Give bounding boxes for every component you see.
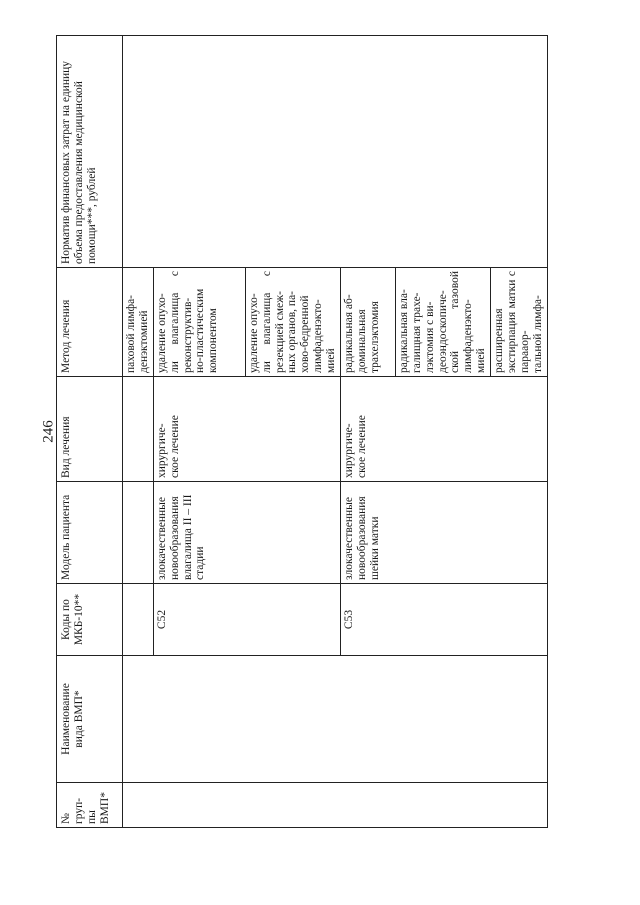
method-cell: удаление опухо- ли влагалища с реконструктив- но-пластическим компонентом <box>153 268 245 377</box>
type-cell: хирургиче- ское лечение <box>153 377 245 482</box>
model-cell: злокачественные новообразования влагалища II – III стадии <box>153 482 245 584</box>
code-cell <box>123 584 154 656</box>
type-cell <box>245 377 340 482</box>
method-cell: расширенная экстирпация матки с парааор- тальной лимфа- <box>491 268 548 377</box>
rotated-page-content <box>56 36 557 828</box>
type-cell: хирургиче- ское лечение <box>340 377 395 482</box>
type-cell <box>395 377 490 482</box>
group-cell <box>123 783 548 828</box>
method-cell: радикальная вла- галищная трахе- лэктомия с ви- деоэндоскопиче- ской тазовой лимфаденэкто- мией <box>395 268 490 377</box>
vmp-table <box>56 35 548 828</box>
method-cell: паховой лимфа- денэктомией <box>123 268 154 377</box>
header-norm: Норматив финансовых затрат на единицу объема предоставления медицинской помощи***, рублей <box>57 36 123 268</box>
table-row <box>123 36 154 828</box>
norm-cell <box>123 36 548 268</box>
code-cell <box>395 584 490 656</box>
header-name: Наименование вида ВМП* <box>57 656 123 783</box>
code-cell: C53 <box>340 584 395 656</box>
header-type: Вид лечения <box>57 377 123 482</box>
type-cell <box>491 377 548 482</box>
model-cell <box>395 482 490 584</box>
header-codes: Коды по МКБ-10** <box>57 584 123 656</box>
model-cell <box>491 482 548 584</box>
header-group: № груп- пы ВМП* <box>57 783 123 828</box>
code-cell <box>245 584 340 656</box>
model-cell <box>123 482 154 584</box>
method-cell: радикальная аб- доминальная трахелэктомия <box>340 268 395 377</box>
model-cell: злокачественные новообразования шейки матки <box>340 482 395 584</box>
page-number: 246 <box>40 420 57 443</box>
name-cell <box>123 656 548 783</box>
header-model: Модель пациента <box>57 482 123 584</box>
code-cell: C52 <box>153 584 245 656</box>
table-rotation-wrapper <box>56 36 557 828</box>
method-cell: удаление опухо- ли влагалища с резекцией смеж- ных органов, па- хово-бедренной лимфаденэкто- мией <box>245 268 340 377</box>
model-cell <box>245 482 340 584</box>
type-cell <box>123 377 154 482</box>
table-header-row <box>57 36 123 828</box>
header-method: Метод лечения <box>57 268 123 377</box>
code-cell <box>491 584 548 656</box>
